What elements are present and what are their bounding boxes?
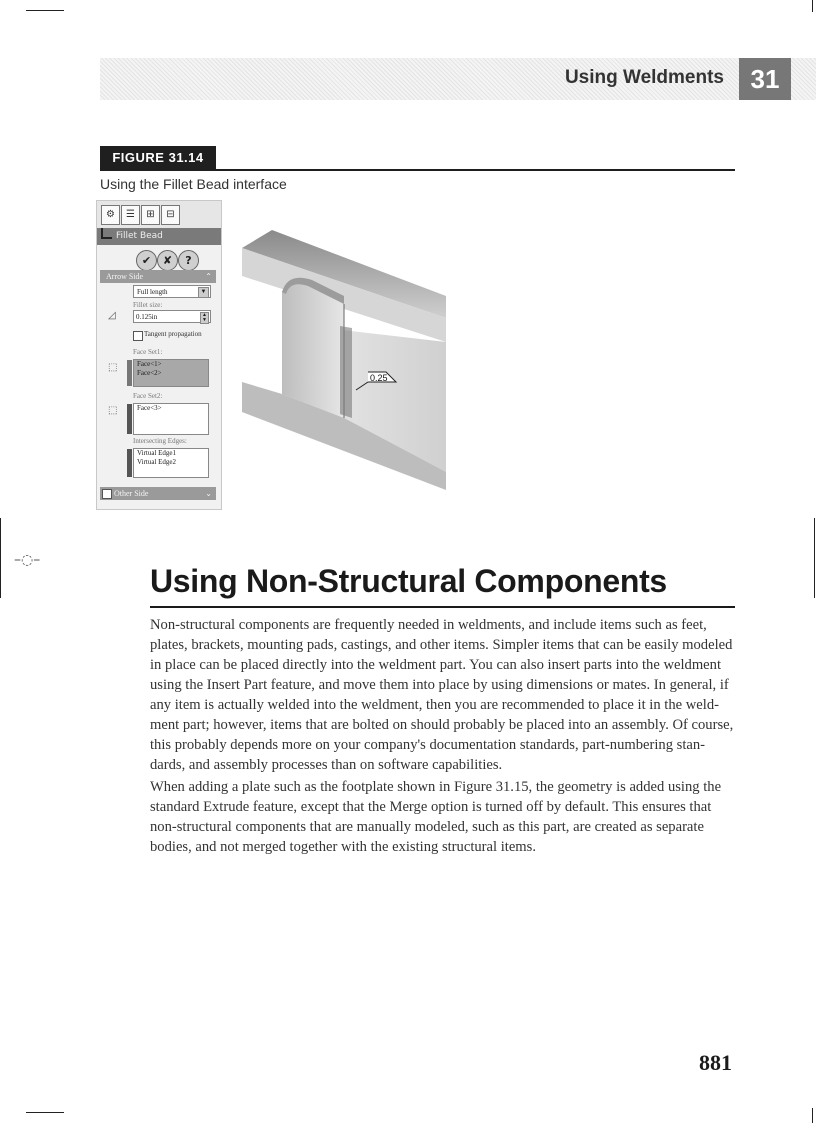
configuration-manager-tab-icon[interactable]: ⊞ (141, 205, 160, 225)
crop-mark-top-left (26, 10, 64, 11)
face-set2-label: Face Set2: (133, 392, 163, 400)
fillet-size-input[interactable]: 0.125in ▲ ▼ (133, 310, 211, 323)
crop-mark-left-vertical (0, 518, 1, 598)
dim-xpert-tab-icon[interactable]: ⊟ (161, 205, 180, 225)
section-rule (150, 606, 735, 608)
cancel-button[interactable]: ✘ (157, 250, 178, 271)
figure-rule (100, 169, 735, 171)
figure-label: FIGURE 31.14 (100, 146, 216, 170)
chapter-number: 31 (739, 58, 791, 100)
list-item[interactable]: Face<2> (134, 369, 208, 378)
fillet-bead-icon (101, 228, 112, 239)
panel-title: Fillet Bead (116, 231, 163, 241)
crop-mark-bottom-right (812, 1108, 813, 1123)
tangent-propagation-checkbox[interactable] (133, 331, 143, 341)
help-button[interactable]: ? (178, 250, 199, 271)
panel-tabs (97, 201, 221, 228)
crop-mark-bottom-left (26, 1112, 64, 1113)
face-set1-color-strip (127, 360, 132, 386)
intersecting-edges-color-strip (127, 449, 132, 477)
tangent-propagation-label: Tangent propagation (144, 330, 202, 338)
face-set1-list[interactable] (133, 359, 209, 387)
bead-type-select[interactable]: Full length ▼ (133, 285, 211, 298)
section-title: Using Non-Structural Components (150, 563, 667, 599)
feature-manager-tab-icon[interactable]: ⚙ (101, 205, 120, 225)
page-number: 881 (699, 1050, 732, 1075)
fillet-bead-3d-view (232, 222, 612, 512)
fillet-size-label: Fillet size: (133, 301, 163, 309)
panel-title-bar (97, 228, 221, 245)
registration-mark: –◌– (14, 552, 41, 568)
arrow-side-group-header[interactable]: Arrow Side ⌃ (100, 270, 216, 283)
list-item[interactable]: Face<1> (134, 360, 208, 369)
collapse-icon[interactable]: ⌃ (205, 272, 212, 281)
expand-icon[interactable]: ⌄ (205, 489, 212, 498)
list-item[interactable]: Virtual Edge2 (137, 458, 177, 466)
weld-bead (340, 326, 352, 418)
other-side-group-header[interactable]: Other Side ⌄ (100, 487, 216, 500)
face-set1-label: Face Set1: (133, 348, 163, 356)
list-item[interactable]: Face<3> (137, 404, 162, 412)
paragraph-2: When adding a plate such as the footplate shown in Figure 31.15, the geometry is added using the standard Extrude feature, except that the Merge option is turned off by default. This ensures that non-structural components that are manually modeled, such as this part, are created as separate bodies, and not merged together with the existing structural items. (150, 779, 722, 855)
crop-mark-top-right (812, 0, 813, 12)
intersecting-edges-label: Intersecting Edges: (133, 437, 187, 445)
other-side-checkbox[interactable] (102, 489, 112, 499)
ok-button[interactable]: ✔ (136, 250, 157, 271)
face-select-icon: ⬚ (108, 362, 118, 373)
spin-buttons-icon[interactable]: ▲ ▼ (200, 312, 209, 324)
intersecting-edges-list[interactable] (133, 448, 209, 478)
property-manager-tab-icon[interactable]: ☰ (121, 205, 140, 225)
callout-value: 0.25 (370, 373, 388, 383)
crop-mark-right-vertical (814, 518, 815, 598)
face-set2-color-strip (127, 404, 132, 434)
list-item[interactable]: Virtual Edge1 (137, 449, 177, 457)
chevron-down-icon[interactable]: ▼ (198, 287, 209, 298)
running-header-title: Using Weldments (564, 67, 724, 88)
face-select-icon: ⬚ (108, 405, 118, 416)
face-set2-list[interactable] (133, 403, 209, 435)
figure-caption: Using the Fillet Bead interface (100, 176, 287, 192)
paragraph-1: Non-structural components are frequently needed in weldments, and include items such as feet, plates, brackets, mounting pads, castings, and other items. Simpler items that can be easily modeled in place can be placed directly into the weldment part. You can also insert parts into the weldment using the Insert Part feature, and move them into place by using dimensions or mates. In general, if any item is actually welded into the weldment, then you are recommended to place it in the weld-ment part; however, items that are bolted on should probably be placed into an assembly. Of course, this probably depends more on your company's documentation standards, part-numbering stan-dards, and assembly processes than on software capabilities. (150, 617, 734, 773)
fillet-size-icon: ◿ (108, 310, 116, 321)
